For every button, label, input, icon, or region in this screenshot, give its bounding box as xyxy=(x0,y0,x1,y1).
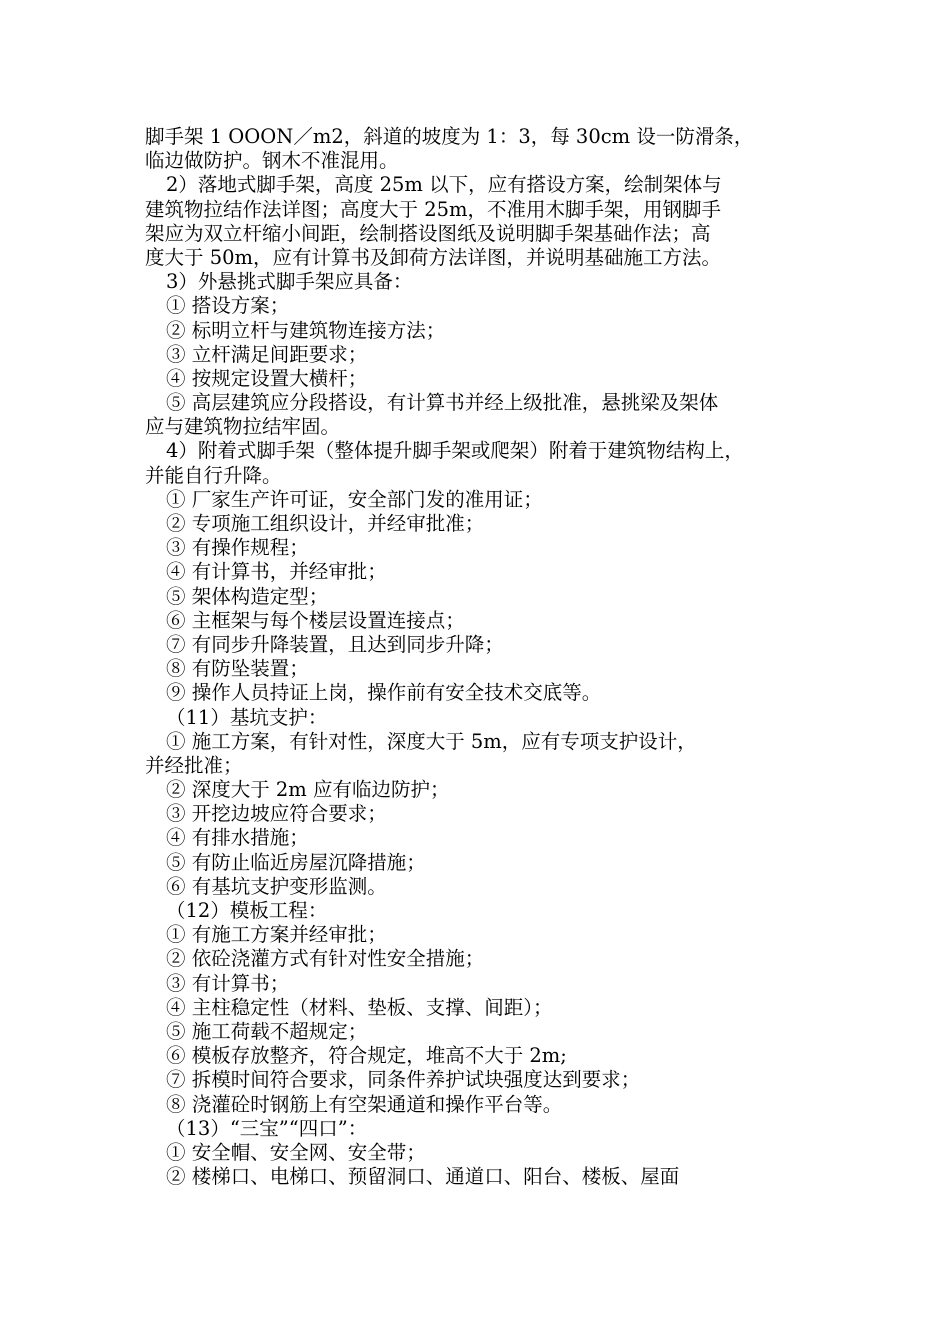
text-line: 4）附着式脚手架（整体提升脚手架或爬架）附着于建筑物结构上， xyxy=(166,439,744,463)
text-line: 并能自行升降。 xyxy=(145,463,282,487)
text-line: 临边做防护。钢木不准混用。 xyxy=(145,149,399,173)
text-line: ④ 按规定设置大横杆； xyxy=(166,366,368,390)
text-line: 脚手架 1 OOON／m2，斜道的坡度为 1：3，每 30cm 设一防滑条， xyxy=(145,125,754,148)
text-line: ④ 有排水措施； xyxy=(166,826,309,850)
text-line: ② 楼梯口、电梯口、预留洞口、通道口、阳台、楼板、屋面 xyxy=(166,1165,680,1189)
text-line: ⑧ 浇灌砼时钢筋上有空架通道和操作平台等。 xyxy=(166,1092,563,1116)
text-line: ① 施工方案，有针对性，深度大于 5m，应有专项支护设计， xyxy=(166,729,697,753)
document-body xyxy=(145,125,815,1189)
text-line: ② 专项施工组织设计，并经审批准； xyxy=(166,512,485,535)
text-line: （13）“三宝”“四口”： xyxy=(166,1116,368,1140)
text-line: ④ 有计算书，并经审批； xyxy=(166,560,387,584)
text-line: ⑤ 高层建筑应分段搭设，有计算书并经上级批准，悬挑梁及架体 xyxy=(166,391,719,415)
text-line: ① 厂家生产许可证，安全部门发的准用证； xyxy=(166,487,543,511)
text-line: 3）外悬挑式脚手架应具备： xyxy=(166,270,413,294)
text-line: ① 安全帽、安全网、安全带； xyxy=(166,1140,426,1164)
text-line: ② 标明立杆与建筑物连接方法； xyxy=(166,318,446,342)
text-line: ⑤ 施工荷载不超规定； xyxy=(166,1019,368,1043)
text-line: ⑥ 有基坑支护变形监测。 xyxy=(166,874,387,898)
text-line: ④ 主柱稳定性（材料、垫板、支撑、间距）； xyxy=(166,995,553,1019)
text-line: （11）基坑支护： xyxy=(166,705,328,729)
text-line: 2）落地式脚手架，高度 25m 以下，应有搭设方案，绘制架体与 xyxy=(166,173,722,197)
text-line: ② 深度大于 2m 应有临边防护； xyxy=(166,778,450,802)
text-line: ③ 有操作规程； xyxy=(166,536,309,560)
text-line: 度大于 50m，应有计算书及卸荷方法详图，并说明基础施工方法。 xyxy=(145,245,722,269)
text-line: 建筑物拉结作法详图；高度大于 25m，不准用木脚手架，用钢脚手 xyxy=(145,197,722,221)
text-line: ⑤ 有防止临近房屋沉降措施； xyxy=(166,850,426,874)
text-line: ③ 立杆满足间距要求； xyxy=(166,342,368,366)
text-line: ⑥ 主框架与每个楼层设置连接点； xyxy=(166,608,465,632)
text-line: ② 依砼浇灌方式有针对性安全措施； xyxy=(166,947,485,971)
text-line: ① 有施工方案并经审批； xyxy=(166,923,387,947)
text-line: ⑥ 模板存放整齐，符合规定，堆高不大于 2m; xyxy=(166,1044,567,1068)
text-line: 并经批准； xyxy=(145,753,243,777)
text-line: 架应为双立杆缩小间距，绘制搭设图纸及说明脚手架基础作法；高 xyxy=(145,221,711,245)
text-line: ⑧ 有防坠装置； xyxy=(166,657,309,681)
text-line: 应与建筑物拉结牢固。 xyxy=(145,415,341,439)
text-line: ⑤ 架体构造定型； xyxy=(166,584,329,608)
text-line: ⑦ 拆模时间符合要求，同条件养护试块强度达到要求； xyxy=(166,1068,641,1092)
text-line: （12）模板工程： xyxy=(166,899,328,922)
text-line: ① 搭设方案； xyxy=(166,294,290,318)
text-line: ⑨ 操作人员持证上岗，操作前有安全技术交底等。 xyxy=(166,681,602,705)
text-line: ③ 开挖边坡应符合要求； xyxy=(166,802,387,826)
text-line: ⑦ 有同步升降装置，且达到同步升降； xyxy=(166,632,504,656)
text-line: ③ 有计算书； xyxy=(166,971,290,995)
